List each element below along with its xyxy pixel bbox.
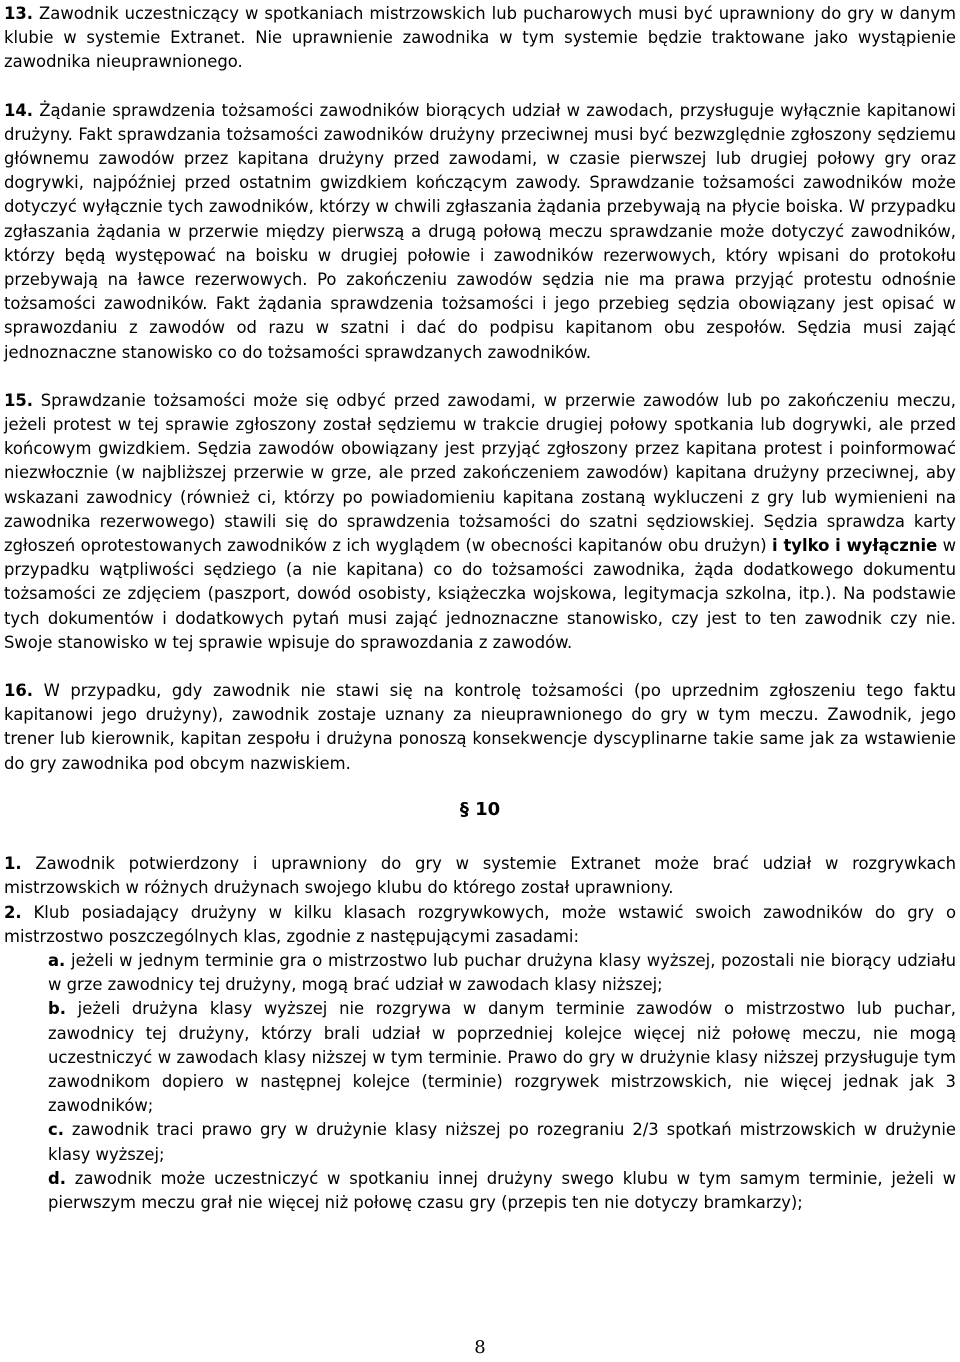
paragraph-number: 13. <box>4 4 34 23</box>
emphasis-text: i tylko i wyłącznie <box>772 536 938 556</box>
spacer <box>4 365 956 389</box>
spacer <box>4 655 956 679</box>
paragraph-text: Zawodnik uczestniczący w spotkaniach mistrzowskich lub pucharowych musi być uprawniony do gry w danym klubie w systemie Extranet. Nie uprawnienie zawodnika w tym systemie będzie traktowane jako wystąpienie zawodnika nieuprawnionego. <box>4 4 956 72</box>
paragraph-number: 15. <box>4 390 34 410</box>
item-text: Klub posiadający drużyny w kilku klasach rozgrywkowych, może wstawić swoich zawodników do gry o mistrzostwo poszczególnych klas, zgodnie z następującymi zasadami: <box>4 902 956 946</box>
paragraph-number: 16. <box>4 681 34 701</box>
paragraph-14 <box>4 99 956 365</box>
item-text: Zawodnik potwierdzony i uprawniony do gry w systemie Extranet może brać udział w rozgrywkach mistrzowskich w różnych drużynach swojego klubu do którego został uprawniony. <box>4 854 956 898</box>
sub-item-a <box>48 949 956 997</box>
sub-item-text: jeżeli w jednym terminie gra o mistrzostwo lub puchar drużyna klasy wyższej, pozostali nie biorący udziału w grze zawodnicy tej drużyny, mogą brać udział w zawodach klasy niższej; <box>48 950 956 995</box>
sub-item-c <box>48 1118 956 1166</box>
paragraph-13 <box>4 2 956 75</box>
sub-item-letter: b. <box>48 999 66 1019</box>
paragraph-text: Sprawdzanie tożsamości może się odbyć przed zawodami, w przerwie zawodów lub po zakończeniu meczu, jeżeli protest w tej sprawie zgłoszony został sędziemu w trakcie drugiej połowy spotkania lub dogrywki, ale przed końcowym gwizdkiem. Sędzia zawodów obowiązany jest przyjąć zgłoszony przez kapitana protest i poinformować niezwłocznie (w najbliższej przerwie w grze, ale przed zakończeniem zawodów) kapitana drużyny przeciwnej, aby wskazani zawodnicy (również ci, którzy po powiadomieniu kapitana zostaną wykluczeni z gry lub wymienieni na zawodnika rezerwowego) stawili się do sprawdzenia tożsamości do szatni sędziowskiej. Sędzia sprawdza karty zgłoszeń oprotestowanych zawodników z ich wyglądem (w obecności kapitanów obu drużyn) <box>4 390 956 556</box>
sub-item-letter: c. <box>48 1120 64 1140</box>
section-item-1 <box>4 852 956 900</box>
section-heading: § 10 <box>459 798 501 820</box>
sub-item-b <box>48 997 956 1118</box>
section-item-2 <box>4 901 956 949</box>
sub-item-text: zawodnik traci prawo gry w drużynie klasy niższej po rozegraniu 2/3 spotkań mistrzowskich w drużynie klasy wyższej; <box>48 1120 956 1164</box>
paragraph-16 <box>4 679 956 776</box>
item-number: 1. <box>4 854 22 874</box>
paragraph-text: W przypadku, gdy zawodnik nie stawi się na kontrolę tożsamości (po uprzednim zgłoszeniu tego faktu kapitanowi jego drużyny), zawodnik zostaje uznany za nieuprawnionego do gry w tym meczu. Zawodnik, jego trener lub kierownik, kapitan zespołu i drużyna ponoszą konsekwencje dyscyplinarne takie same jak za wstawienie do gry zawodnika pod obcym nazwiskiem. <box>4 681 956 773</box>
sub-item-letter: d. <box>48 1168 66 1188</box>
paragraph-15 <box>4 389 956 655</box>
sub-item-d <box>48 1167 956 1215</box>
sub-item-text: jeżeli drużyna klasy wyższej nie rozgrywa w danym terminie zawodów o mistrzostwo lub puchar, zawodnicy tej drużyny, którzy brali udział w poprzedniej kolejce więcej niż połowę meczu, nie mogą uczestniczyć w zawodach klasy niższej w tym terminie. Prawo do gry w drużynie klasy niższej przysługuje tym zawodnikom dopiero w następnej kolejce (terminie) rozgrywek mistrzowskich, nie więcej jednak jak 3 zawodników; <box>48 999 956 1116</box>
sub-item-text: zawodnik może uczestniczyć w spotkaniu innej drużyny swego klubu w tym samym terminie, jeżeli w pierwszym meczu grał nie więcej niż połowę czasu gry (przepis ten nie dotyczy bramkarzy); <box>48 1168 956 1212</box>
paragraph-text: w przypadku wątpliwości sędziego (a nie kapitana) co do tożsamości zawodnika, żąda dodatkowego dokumentu tożsamości ze zdjęciem (paszport, dowód osobisty, książeczka wojskowa, legitymacja szkolna, itp.). Na podstawie tych dokumentów i dodatkowych pytań musi zająć jednoznaczne stanowisko, czy jest to ten zawodnik czy nie. Swoje stanowisko w tej sprawie wpisuje do sprawozdania z zawodów. <box>4 536 956 652</box>
page-number: 8 <box>474 1337 486 1358</box>
paragraph-number: 14. <box>4 100 34 120</box>
spacer <box>4 75 956 99</box>
paragraph-text: Żądanie sprawdzenia tożsamości zawodników biorących udział w zawodach, przysługuje wyłącznie kapitanowi drużyny. Fakt sprawdzania tożsamości zawodników drużyny przeciwnej musi być bezwzględnie zgłoszony sędziemu głównemu zawodów przez kapitana drużyny przed zawodami, w czasie pierwszej lub drugiej połowy gry oraz dogrywki, najpóźniej przed ostatnim gwizdkiem kończącym zawody. Sprawdzanie tożsamości zawodników może dotyczyć wyłącznie tych zawodników, którzy w chwili zgłaszania żądania przebywają na płycie boiska. W przypadku zgłaszania żądania w przerwie między pierwszą a drugą połową meczu sprawdzanie może dotyczyć zawodników, którzy będą występować na boisku w drugiej połowie i zawodników rezerwowych, który wpisani do protokołu przebywają na ławce rezerwowych. Po zakończeniu zawodów sędzia nie ma prawa przyjąć protestu odnośnie tożsamości zawodników. Fakt żądania sprawdzenia tożsamości i jego przebieg sędzia obowiązany jest opisać w sprawozdaniu z zawodów od razu w szatni i dać do podpisu kapitanom obu zespołów. Sędzia musi zająć jednoznaczne stanowisko co do tożsamości sprawdzanych zawodników. <box>4 100 956 362</box>
item-number: 2. <box>4 902 22 922</box>
sub-item-letter: a. <box>48 950 66 970</box>
